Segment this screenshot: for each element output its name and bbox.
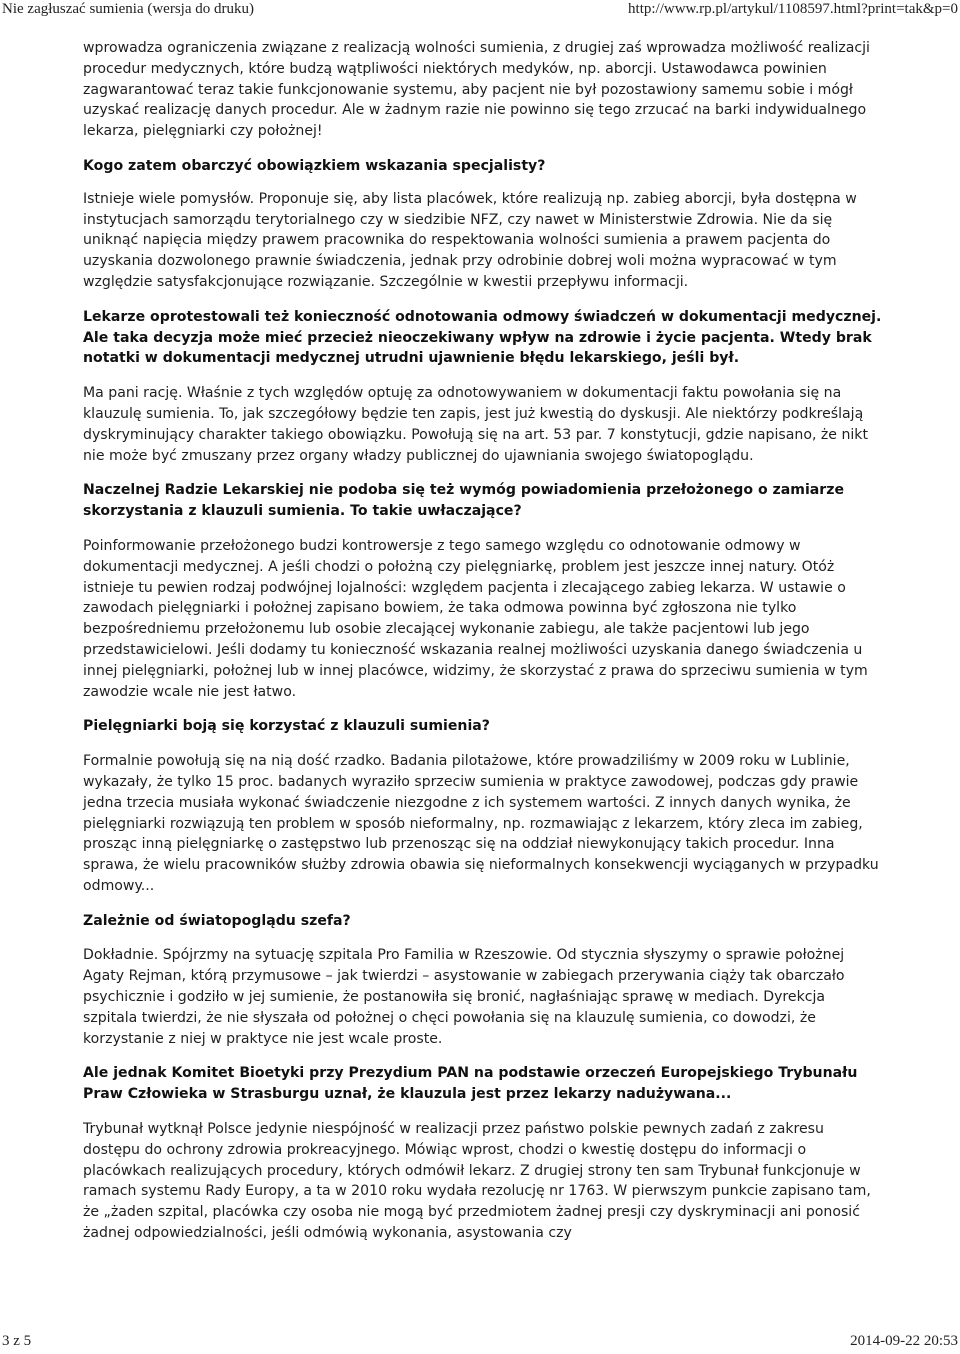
interview-question: Ale jednak Komitet Bioetyki przy Prezydium PAN na podstawie orzeczeń Europejskiego Trybunału Praw Człowieka w Strasburgu uznał, że klauzula jest przez lekarzy nadużywana... [83,1065,858,1103]
answer-paragraph: Ma pani rację. Właśnie z tych względów optuję za odnotowywaniem w dokumentacji faktu powołania się na klauzulę sumienia. To, jak szczegółowy będzie ten zapis, jest już kwestią do dyskusji. Ale niektórzy podkreślają dyskryminujący charakter takiego obowiązku. Powołują się na art. 53 par. 7 konstytucji, gdzie napisano, że nikt nie może być zmuszany przez organy władzy publicznej do ujawniania swojego światopoglądu. [83,385,868,464]
source-url: http://www.rp.pl/artykul/1108597.html?print=tak&p=0 [628,1,958,17]
interview-question: Lekarze oprotestowali też konieczność odnotowania odmowy świadczeń w dokumentacji medycznej. Ale taka decyzja może mieć przecież nieoczekiwany wpływ na zdrowie i życie pacjenta. Wtedy brak notatki w dokumentacji medycznej utrudni ujawnienie błędu lekarskiego, jeśli był. [83,308,882,367]
interview-question: Naczelnej Radzie Lekarskiej nie podoba się też wymóg powiadomienia przełożonego o zamiarze skorzystania z klauzuli sumienia. To takie uwłaczające? [83,482,845,520]
answer-paragraph: Trybunał wytknął Polsce jedynie niespójność w realizacji przez państwo polskie pewnych zadań z zakresu dostępu do ochrony zdrowia prokreacyjnego. Mówiąc wprost, chodzi o kwestię dostępu do informacji o placówkach realizujących procedury, których odmówił lekarz. Z drugiej strony ten sam Trybunał funkcjonuje w ramach systemu Rady Europy, a ta w 2010 roku wydała rezolucję nr 1763. W pierwszym punkcie zapisano tam, że „żaden szpital, placówka czy osoba nie mogą być przedmiotem żadnej presji czy dyskryminacji ani ponosić żadnej odpowiedzialności, jeśli odmówią wykonania, asystowania czy [83,1121,871,1242]
print-header [0,0,960,20]
article-body [83,38,883,1258]
interview-question: Pielęgniarki boją się korzystać z klauzuli sumienia? [83,718,490,735]
answer-paragraph: Poinformowanie przełożonego budzi kontrowersje z tego samego względu co odnotowanie odmowy w dokumentacji medycznej. A jeśli chodzi o położną czy pielęgniarkę, problem jest jeszcze innej natury. Otóż istnieje tu pewien rodzaj podwójnej lojalności: względem pacjenta i zlecającego zabieg lekarza. W ustawie o zawodach pielęgniarki i położnej zapisano bowiem, że taka odmowa powinna być zgłoszona nie tylko bezpośredniemu przełożonemu lub osobie zlecającej wykonanie zabiegu, ale także pacjentowi lub jego przedstawicielowi. Jeśli dodamy tu konieczność wskazania realnej możliwości uzyskania danego świadczenia u innej pielęgniarki, położnej lub w innej placówce, widzimy, że skorzystać z prawa do sprzeciwu sumienia w tym zawodzie wcale nie jest łatwo. [83,537,868,700]
answer-paragraph: Istnieje wiele pomysłów. Proponuje się, aby lista placówek, które realizują np. zabieg aborcji, była dostępna w instytucjach samorządu terytorialnego czy w siedzibie NFZ, czy nawet w Ministerstwie Zdrowia. Nie da się uniknąć napięcia między prawem pracownika do respektowania wolności sumienia a prawem pacjenta do uzyskania dozwolonego prawnie świadczenia, jednak przy odrobinie dobrej woli można wypracować w tym względzie satysfakcjonujące rozwiązanie. Szczególnie w kwestii przepływu informacji. [83,190,857,290]
print-datetime: 2014-09-22 20:53 [850,1333,958,1349]
page-number: 3 z 5 [2,1333,32,1349]
interview-question: Zależnie od światopoglądu szefa? [83,912,351,929]
interview-question: Kogo zatem obarczyć obowiązkiem wskazania specjalisty? [83,157,546,174]
answer-paragraph: wprowadza ograniczenia związane z realizacją wolności sumienia, z drugiej zaś wprowadza możliwość realizacji procedur medycznych, które budzą wątpliwości niektórych medyków, np. aborcji. Ustawodawca powinien zagwarantować teraz takie funkcjonowanie systemu, aby pacjent nie był pozostawiony samemu sobie i mógł uzyskać realizację danych procedur. Ale w żadnym razie nie powinno się tego zrzucać na barki indywidualnego lekarza, pielęgniarki czy położnej! [83,40,870,140]
print-footer [0,1332,960,1354]
answer-paragraph: Formalnie powołują się na nią dość rzadko. Badania pilotażowe, które prowadziliśmy w 2009 roku w Lublinie, wykazały, że tylko 15 proc. badanych wyraziło sprzeciw sumienia w praktyce zawodowej, podczas gdy prawie jedna trzecia musiała wykonać świadczenie niezgodne z ich systemem wartości. Z innych danych wynika, że pielęgniarki rozwiązują ten problem w sposób nieformalny, np. rozmawiając z lekarzem, który zleca im zabieg, prosząc inną pielęgniarkę o zastępstwo lub przenosząc się na oddział niewykonujący takich procedur. Inna sprawa, że wielu pracowników służby zdrowia obawia się nieformalnych konsekwencji wyciąganych w przypadku odmowy... [83,753,879,894]
answer-paragraph: Dokładnie. Spójrzmy na sytuację szpitala Pro Familia w Rzeszowie. Od stycznia słyszymy o sprawie położnej Agaty Rejman, którą przymusowe – jak twierdzi – asystowanie w zabiegach przerywania ciąży tak obarczało psychicznie i godziło w jej sumienie, że postanowiła się bronić, nagłaśniając sprawę w mediach. Dyrekcja szpitala twierdzi, że nie słyszała od położnej o chęci powołania się na klauzulę sumienia, co dowodzi, że korzystanie z niej w praktyce nie jest wcale proste. [83,947,845,1047]
document-title: Nie zagłuszać sumienia (wersja do druku) [2,1,254,17]
